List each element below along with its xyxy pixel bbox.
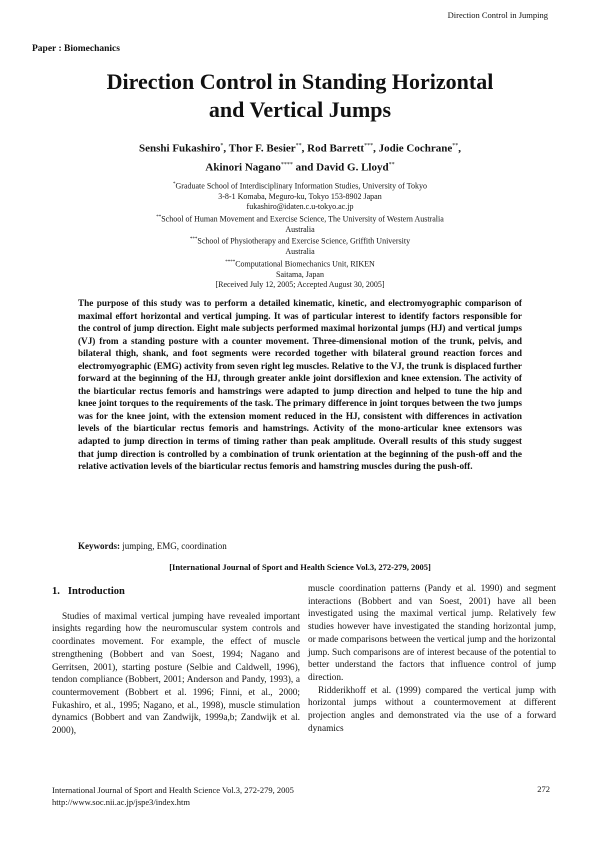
author-mark: ***	[364, 143, 374, 149]
author-mark: ****	[280, 161, 293, 168]
affiliation-3: ***School of Physiotherapy and Exercise Science, Griffith University	[189, 237, 411, 246]
affiliation-1-address: 3-8-1 Komaba, Meguro-ku, Tokyo 153-8902 Japan	[218, 192, 382, 202]
footer-url: http://www.soc.nii.ac.jp/jspe3/index.htm	[52, 797, 191, 807]
abstract	[78, 297, 522, 473]
affiliations	[40, 180, 560, 291]
affiliation-4-location: Saitama, Japan	[276, 269, 324, 279]
affiliation-mark: *	[173, 182, 176, 187]
page-number: 272	[537, 784, 550, 794]
affiliation-1: *Graduate School of Interdisciplinary Information Studies, University of Tokyo	[173, 181, 427, 191]
affiliation-4: ****Computational Biomechanics Unit, RIKEN	[225, 259, 375, 269]
affiliation-2: **School of Human Movement and Exercise Science, The University of Western Australia	[156, 214, 444, 224]
author-name: Senshi Fukashiro	[139, 142, 221, 155]
section-heading-introduction	[52, 586, 300, 599]
author-mark: **	[452, 143, 459, 149]
author-name: David G. Lloyd	[316, 161, 389, 174]
author-line-2	[40, 157, 560, 176]
paper-title-line-1: Direction Control in Standing Horizontal	[106, 69, 494, 94]
received-dates: [Received July 12, 2005; Accepted August 30, 2005]	[215, 280, 385, 290]
author-name: Rod Barrett	[307, 142, 365, 155]
keywords	[78, 541, 227, 551]
author-mark: *	[220, 143, 224, 149]
left-column	[52, 586, 300, 738]
section-label: Paper : Biomechanics	[32, 44, 120, 54]
author-mark: **	[295, 143, 302, 149]
body-paragraph: Ridderikhoff et al. (1999) compared the vertical jump with horizontal jumps without a countermovement at different projection angles and demonstrated via the use of a forward dynamics	[308, 685, 556, 734]
affiliation-2-country: Australia	[285, 224, 315, 234]
affiliation-mark: **	[156, 214, 162, 220]
right-column	[308, 583, 556, 735]
footer-journal: International Journal of Sport and Health Science Vol.3, 272-279, 2005	[52, 785, 294, 795]
footer	[52, 784, 294, 808]
author-name: Akinori Nagano	[205, 161, 281, 174]
section-title: Introduction	[67, 586, 125, 597]
body-paragraph: muscle coordination patterns (Pandy et al. 1990) and segment interactions (Bobbert and van Soest, 2001) have all been investigated using the maximal vertical jump. Relatively few studies however have investigated the standing horizontal jump, or made comparisons between the vertical jump and the horizontal jump. Such comparisons are of interest because of the potential to better understand the factors that influence control of jump direction.	[308, 584, 556, 683]
paper-title-line-2: and Vertical Jumps	[208, 97, 392, 122]
author-mark: **	[388, 161, 395, 168]
running-head: Direction Control in Jumping	[447, 10, 548, 20]
journal-reference: [International Journal of Sport and Health Science Vol.3, 272-279, 2005]	[169, 562, 431, 572]
keywords-label: Keywords:	[78, 541, 120, 551]
section-number: 1.	[52, 586, 60, 597]
affiliation-3-country: Australia	[285, 247, 315, 257]
author-line-1: Senshi Fukashiro*, Thor F. Besier**, Rod Barrett***, Jodie Cochrane**,	[139, 142, 461, 155]
affiliation-mark: ****	[225, 259, 236, 265]
author-connector: and	[295, 161, 314, 174]
paper-title	[40, 68, 560, 124]
author-name: Jodie Cochrane	[378, 142, 453, 155]
body-paragraph: Studies of maximal vertical jumping have revealed important insights regarding how the neuromuscular system controls and coordinates movement. For example, the effect of muscle strengthening (Bobbert and van Soest, 1994; Nagano and Gerritsen, 2001), starting posture (Selbie and Caldwell, 1996), tendon compliance (Bobbert, 2001; Anderson and Pandy, 1993), a countermovement (Bobbert et al. 1996; Finni, et al., 2000; Fukashiro, et al., 1995; Nagano, et al., 1998), muscle stimulation dynamics (Bobbert and van Zandwijk, 1999a,b; Zandwijk et al. 2000),	[52, 611, 300, 737]
author-name: Thor F. Besier	[228, 142, 296, 155]
affiliation-mark: ***	[189, 237, 198, 243]
author-list	[40, 138, 560, 175]
abstract-text: The purpose of this study was to perform a detailed kinematic, kinetic, and electromyographic comparison of maximal effort horizontal and vertical jumping. It was of particular interest to identify factors responsible for the control of jump direction. Eight male subjects performed maximal horizontal jumps (HJ) and vertical jumps (VJ) from a standing posture with a counter movement. Three-dimensional motion of the trunk, pelvis, and bilateral thigh, shank, and foot segments were recorded together with bilateral ground reaction forces and electromyographic (EMG) activity from seven right leg muscles. Relative to the VJ, the trunk is displaced further forward at the beginning of the HJ, through greater ankle joint dorsiflexion and knee extension. The activity of the biarticular rectus femoris and hamstrings were adapted to jump direction and helped to tune the hip and knee joint torques to the requirements of the task. The primary difference in joint torques between the two jumps was for the knee joint, with the extension moment reduced in the HJ, consistent with differences in activation levels of the biarticular rectus femoris and hamstrings. Activity of the mono-articular knee extensors was adapted to jump direction in terms of timing rather than peak amplitude. Overall results of this study suggest that jump direction is controlled by a combination of trunk orientation at the beginning of the push-off and the relative activation levels of the biarticular rectus femoris and hamstring muscles during the push-off.	[78, 298, 522, 472]
affiliation-1-email: fukashiro@idaten.c.u-tokyo.ac.jp	[246, 202, 354, 212]
keywords-text: jumping, EMG, coordination	[122, 541, 227, 551]
